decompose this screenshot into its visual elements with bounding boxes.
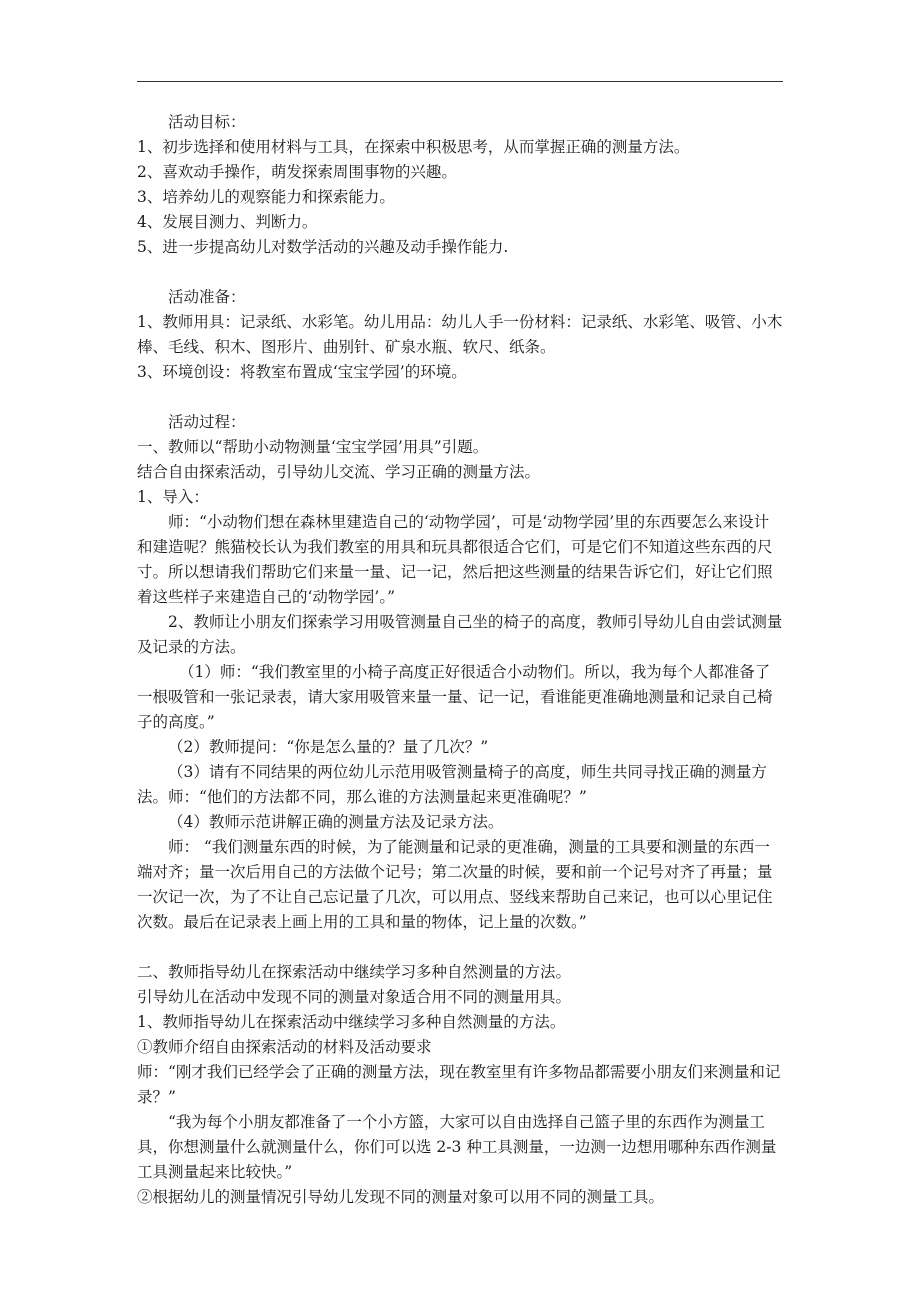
part1-subtitle: 结合自由探索活动，引导幼儿交流、学习正确的测量方法。 [137, 463, 541, 481]
circle-item-1: ①教师介绍自由探索活动的材料及活动要求 [137, 1038, 432, 1056]
step-2: 2、教师让小朋友们探索学习用吸管测量自己坐的椅子的高度，教师引导幼儿自由尝试测量及记录的方法。 [137, 613, 783, 656]
basket-quote: “我为每个小朋友都准备了一个小方篮，大家可以自由选择自己篮子里的东西作为测量工具，你想测量什么就测量什么，你们可以选 2-3 种工具测量，一边测一边想用哪种东西作测量工具测量起来比较快。” [137, 1113, 777, 1181]
prep-item-3: 3、环境创设：将教室布置成‘宝宝学园’的环境。 [137, 363, 467, 381]
document-body [137, 110, 783, 1210]
process-heading: 活动过程： [168, 413, 246, 431]
teacher-question: 师：“刚才我们已经学会了正确的测量方法，现在教室里有许多物品都需要小朋友们来测量和记录？” [137, 1063, 781, 1106]
goal-item: 1、初步选择和使用材料与工具，在探索中积极思考，从而掌握正确的测量方法。 [137, 138, 690, 156]
part2-step-1: 1、教师指导幼儿在探索活动中继续学习多种自然测量的方法。 [137, 1013, 566, 1031]
spacer [137, 935, 783, 960]
teacher-demo: 师： “我们测量东西的时候，为了能测量和记录的更准确，测量的工具要和测量的东西一端对齐；量一次后用自己的方法做个记号；第二次量的时候，要和前一个记号对齐了再量；量一次记一次，为了不让自己忘记量了几次，可以用点、竖线来帮助自己来记，也可以心里记住次数。最后在记录表上画上用的工具和量的物体，记上量的次数。” [137, 838, 773, 931]
substep-3: （3）请有不同结果的两位幼儿示范用吸管测量椅子的高度，师生共同寻找正确的测量方法。师：“他们的方法都不同，那么谁的方法测量起来更准确呢？” [137, 763, 767, 806]
header-rule [137, 81, 783, 82]
goal-item: 2、喜欢动手操作，萌发探索周围事物的兴趣。 [137, 163, 457, 181]
prep-heading: 活动准备： [168, 288, 246, 306]
circle-item-2: ②根据幼儿的测量情况引导幼儿发现不同的测量对象可以用不同的测量工具。 [137, 1188, 665, 1206]
part2-title: 二、教师指导幼儿在探索活动中继续学习多种自然测量的方法。 [137, 963, 572, 981]
spacer [137, 385, 783, 410]
goal-item: 4、发展目测力、判断力。 [137, 213, 318, 231]
part2-subtitle: 引导幼儿在活动中发现不同的测量对象适合用不同的测量用具。 [137, 988, 572, 1006]
prep-item-1: 1、教师用具：记录纸、水彩笔。幼儿用品：幼儿人手一份材料：记录纸、水彩笔、吸管、小木棒、毛线、积木、图形片、曲别针、矿泉水瓶、软尺、纸条。 [137, 313, 783, 356]
intro-label: 1、导入： [137, 488, 209, 506]
intro-text: 师：“小动物们想在森林里建造自己的‘动物学园’，可是‘动物学园’里的东西要怎么来设计和建造呢？熊猫校长认为我们教室的用具和玩具都很适合它们，可是它们不知道这些东西的尺寸。所以想请我们帮助它们来量一量、记一记，然后把这些测量的结果告诉它们，好让它们照着这些样子来建造自己的‘动物学园’。” [137, 513, 773, 606]
goals-heading: 活动目标： [168, 113, 246, 131]
substep-2: （2）教师提问：“你是怎么量的？量了几次？” [168, 738, 489, 756]
substep-4: （4）教师示范讲解正确的测量方法及记录方法。 [168, 813, 504, 831]
goal-item: 5、进一步提高幼儿对数学活动的兴趣及动手操作能力. [137, 238, 509, 256]
substep-1: （1）师：“我们教室里的小椅子高度正好很适合小动物们。所以，我为每个人都准备了一根吸管和一张记录表，请大家用吸管来量一量、记一记，看谁能更准确地测量和记录自己椅子的高度。” [137, 663, 773, 731]
goal-item: 3、培养幼儿的观察能力和探索能力。 [137, 188, 395, 206]
spacer [137, 260, 783, 285]
part1-title: 一、教师以“帮助小动物测量‘宝宝学园’用具”引题。 [137, 438, 489, 456]
